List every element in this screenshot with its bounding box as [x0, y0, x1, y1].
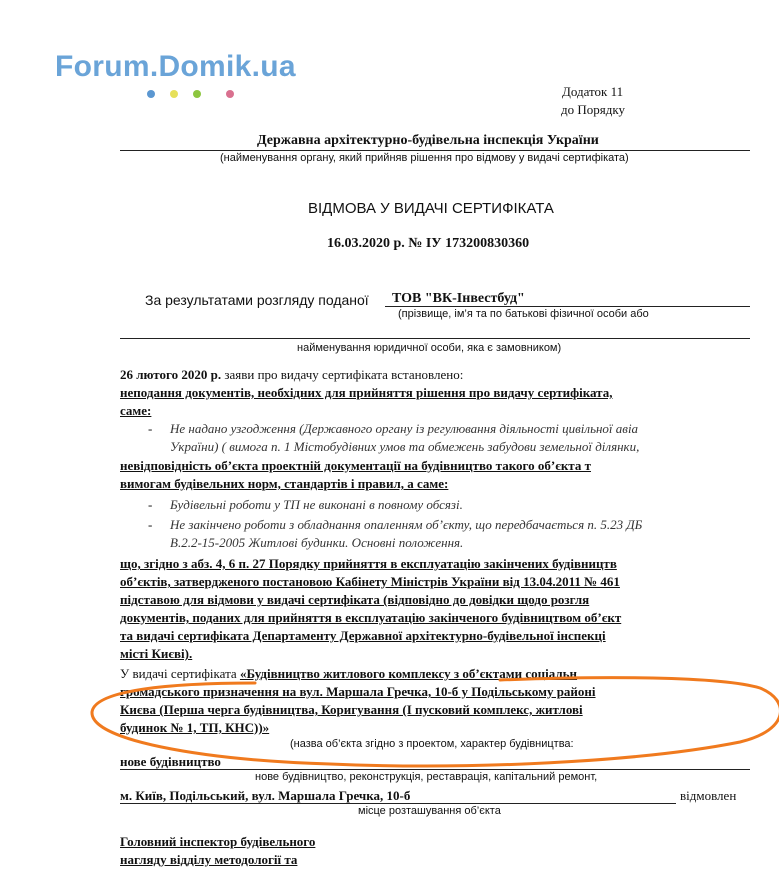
application-date-rest: заяви про видачу сертифіката встановлено: — [221, 367, 464, 382]
reason-1-line-2: саме: — [120, 403, 152, 418]
reason-2-item-2: Не закінчено роботи з обладнання опаленням об’єкту, що передбачається п. 5.23 ДБ — [170, 517, 643, 532]
applicant-prefix: За результатами розгляду поданої — [145, 292, 369, 308]
watermark-dot-green — [193, 90, 201, 98]
reason-1-line-1: неподання документів, необхідних для прийняття рішення про видачу сертифіката, — [120, 385, 613, 400]
applicant-caption-1: (прізвище, ім’я та по батькові фізичної особи або — [398, 308, 649, 320]
location-suffix: відмовлен — [680, 788, 737, 803]
location: м. Київ, Подільський, вул. Маршала Гречка, 10-б — [120, 788, 411, 803]
authority-name: Державна архітектурно-будівельна інспекція України — [257, 133, 599, 148]
watermark-logo: Forum.Domik.ua — [55, 50, 296, 83]
applicant-name: ТОВ "ВК-Інвестбуд" — [392, 291, 525, 306]
bullet-marker: - — [148, 421, 153, 436]
object-caption: (назва об’єкта згідно з проектом, характер будівництва: — [290, 738, 574, 750]
bullet-marker: - — [148, 497, 153, 512]
authority-underline — [120, 150, 750, 151]
location-caption: місце розташування об’єкта — [358, 805, 501, 817]
legal-line-3: підставою для відмови у видачі сертифіката (відповідно до довідки щодо розгля — [120, 592, 590, 607]
application-date: 26 лютого 2020 р. — [120, 367, 222, 382]
document-date-number: 16.03.2020 р. № ІУ 173200830360 — [327, 236, 530, 251]
watermark-dot-pink — [226, 90, 234, 98]
document-title: ВІДМОВА У ВИДАЧІ СЕРТИФІКАТА — [308, 200, 554, 217]
annex-order: до Порядку — [561, 102, 625, 117]
object-line-3: Києва (Перша черга будівництва, Коригування (І пусковий комплекс, житлові — [120, 702, 583, 717]
object-line-4: будинок № 1, ТП, КНС))» — [120, 720, 270, 735]
applicant-underline-2 — [120, 338, 750, 339]
reason-2-line-2: вимогам будівельних норм, стандартів і правил, а саме: — [120, 476, 449, 491]
location-underline — [120, 803, 676, 804]
reason-1-item-1: Не надано узгодження (Державного органу із регулювання діяльності цивільної авіа — [170, 421, 639, 436]
reason-2-line-1: невідповідність об’єкта проектній документації на будівництво такого об’єкта т — [120, 458, 591, 473]
legal-line-5: та видачі сертифіката Департаменту Державної архітектурно-будівельної інспекці — [120, 628, 606, 643]
signature-line-1: Головний інспектор будівельного — [120, 834, 316, 849]
construction-underline — [120, 769, 750, 770]
construction-type: нове будівництво — [120, 754, 221, 769]
reason-1-item-1-cont: України) ( вимога п. 1 Містобудівних умов та обмежень забудови земельної ділянки, — [170, 439, 640, 454]
annex-number: Додаток 11 — [562, 84, 624, 99]
object-line-2: громадського призначення на вул. Маршала Гречка, 10-б у Подільському районі — [120, 684, 596, 699]
bullet-marker: - — [148, 517, 153, 532]
authority-caption: (найменування органу, який прийняв рішення про відмову у видачі сертифіката) — [220, 152, 629, 164]
watermark-dot-blue — [147, 90, 155, 98]
application-date-line — [120, 367, 463, 383]
legal-line-2: об’єктів, затвердженого постановою Кабінету Міністрів України від 13.04.2011 № 461 — [120, 574, 620, 589]
signature-line-2: нагляду відділу методології та — [120, 852, 298, 867]
applicant-underline — [385, 306, 750, 307]
applicant-caption-2: найменування юридичної особи, яка є замовником) — [297, 342, 562, 354]
object-line-1 — [120, 666, 577, 682]
watermark-dot-yellow — [170, 90, 178, 98]
object-prefix: У видачі сертифіката — [120, 666, 240, 681]
legal-line-1: що, згідно з абз. 4, 6 п. 27 Порядку прийняття в експлуатацію закінчених будівництв — [120, 556, 617, 571]
legal-line-4: документів, поданих для прийняття в експлуатацію закінченого будівництвом об’єкт — [120, 610, 622, 625]
legal-line-6: місті Києві). — [120, 646, 193, 661]
reason-2-item-2-cont: В.2.2-15-2005 Житлові будинки. Основні положення. — [170, 535, 464, 550]
object-name-1: «Будівництво житлового комплексу з об’єктами соціальн — [239, 666, 578, 681]
reason-2-item-1: Будівельні роботи у ТП не виконані в повному обсязі. — [170, 497, 463, 512]
construction-caption: нове будівництво, реконструкція, реставрація, капітальний ремонт, — [255, 771, 598, 783]
